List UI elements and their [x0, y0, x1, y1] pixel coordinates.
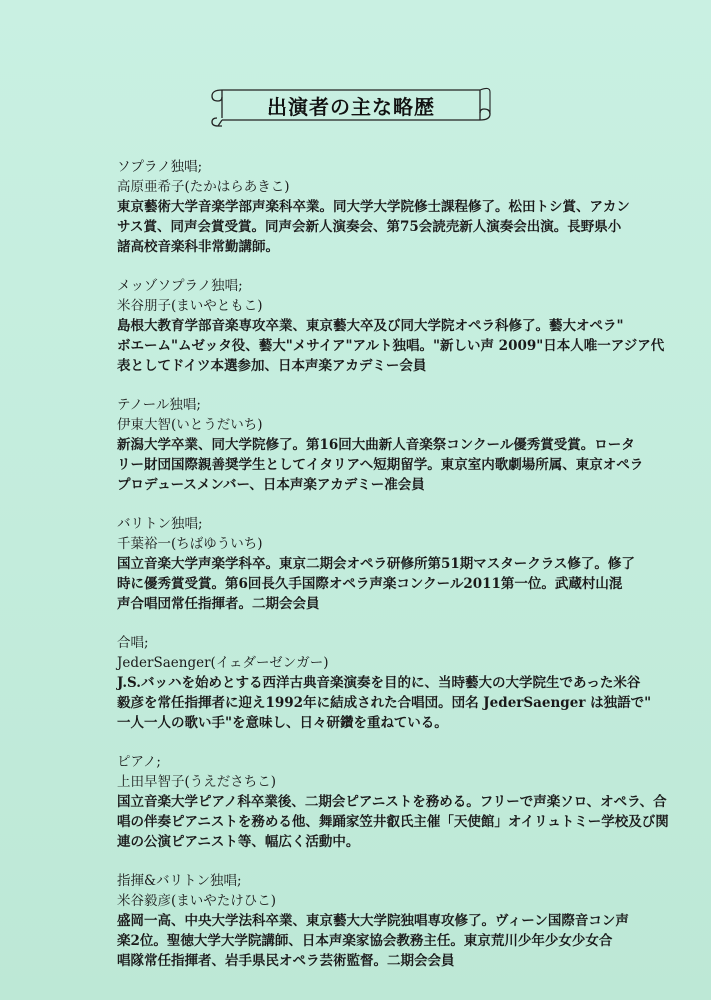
performer-bio — [117, 554, 635, 614]
section-tenor — [117, 395, 644, 495]
performer-name: 上田早智子(うえださちこ) — [117, 774, 277, 790]
bio-line: 国立音楽大学ピアノ科卒業後、二期会ピアニストを務める。フリーで声楽ソロ、オペラ、合 — [117, 794, 667, 810]
role-label: テノール独唱; — [117, 397, 201, 413]
section-chorus — [117, 633, 652, 733]
role-label: 指揮&バリトン独唱; — [117, 873, 242, 889]
role-label: バリトン独唱; — [117, 516, 203, 532]
bio-line: J.S.バッハを始めとする西洋古典音楽演奏を目的に、当時藝大の大学院生であった米谷 — [117, 675, 641, 691]
section-soprano — [117, 157, 630, 257]
bio-line: 表としてドイツ本選参加、日本声楽アカデミー会員 — [117, 358, 427, 374]
section-piano — [117, 752, 669, 852]
performer-name: 千葉裕一(ちばゆういち) — [117, 536, 263, 552]
performer-name: JederSaenger(イェダーゼンガー) — [117, 655, 329, 671]
bio-line: 唱隊常任指揮者、岩手県民オペラ芸術監督。二期会会員 — [117, 953, 455, 969]
bio-line: サス賞、同声会賞受賞。同声会新人演奏会、第75会読売新人演奏会出演。長野県小 — [117, 219, 622, 235]
bio-line: 東京藝術大学音楽学部声楽科卒業。同大学大学院修士課程修了。松田トシ賞、アカン — [117, 199, 630, 215]
page-title: 出演者の主な略歴 — [267, 95, 435, 119]
bio-line: リー財団国際親善奨学生としてイタリアへ短期留学。東京室内歌劇場所属、東京オペラ — [117, 457, 644, 473]
role-label: メッゾソプラノ独唱; — [117, 278, 243, 294]
bio-line: 島根大教育学部音楽専攻卒業、東京藝大卒及び同大学院オペラ科修了。藝大オペラ" — [117, 318, 624, 334]
performer-name: 高原亜希子(たかはらあきこ) — [117, 179, 290, 195]
bio-line: 毅彦を常任指揮者に迎え1992年に結成された合唱団。団名 JederSaenger は独語で" — [117, 695, 652, 711]
section-baritone — [117, 514, 635, 614]
role-label: ピアノ; — [117, 754, 161, 770]
performer-bio — [117, 673, 652, 733]
performer-bio — [117, 792, 669, 852]
bio-line: 盛岡一高、中央大学法科卒業、東京藝大大学院独唱専攻修了。ヴィーン国際音コン声 — [117, 913, 629, 929]
bio-line: 声合唱団常任指揮者。二期会会員 — [117, 596, 320, 612]
performer-name: 米谷朋子(まいやともこ) — [117, 298, 263, 314]
performer-name: 伊東大智(いとうだいち) — [117, 417, 263, 433]
performer-bio — [117, 197, 630, 257]
role-label: ソプラノ独唱; — [117, 159, 203, 175]
performer-bio — [117, 911, 629, 971]
title-banner — [208, 84, 494, 128]
bio-line: 国立音楽大学声楽学科卒。東京二期会オペラ研修所第51期マスタークラス修了。修了 — [117, 556, 635, 572]
bio-line: 唱の伴奏ピアニストを務める他、舞踊家笠井叡氏主催「天使館」オイリュトミー学校及び関 — [117, 814, 669, 830]
bio-line: ボエーム"ムゼッタ役、藝大"メサイア"アルト独唱。"新しい声 2009"日本人唯一アジア代 — [117, 338, 665, 354]
bio-line: 時に優秀賞受賞。第6回長久手国際オペラ声楽コンクール2011第一位。武蔵村山混 — [117, 576, 623, 592]
bio-line: 一人一人の歌い手"を意味し、日々研鑽を重ねている。 — [117, 715, 448, 731]
performer-name: 米谷毅彦(まいやたけひこ) — [117, 893, 277, 909]
bio-line: 連の公演ピアニスト等、幅広く活動中。 — [117, 834, 360, 850]
bio-line: 新潟大学卒業、同大学院修了。第16回大曲新人音楽祭コンクール優秀賞受賞。ロータ — [117, 437, 635, 453]
section-conductor — [117, 871, 629, 971]
biography-list — [117, 157, 669, 990]
bio-line: 楽2位。聖徳大学大学院講師、日本声楽家協会教務主任。東京荒川少年少女少女合 — [117, 933, 613, 949]
bio-line: プロデュースメンバー、日本声楽アカデミー准会員 — [117, 477, 425, 493]
performer-bio — [117, 435, 644, 495]
section-mezzo-soprano — [117, 276, 665, 376]
bio-line: 諸高校音楽科非常勤講師。 — [117, 239, 279, 255]
role-label: 合唱; — [117, 635, 149, 651]
performer-bio — [117, 316, 665, 376]
